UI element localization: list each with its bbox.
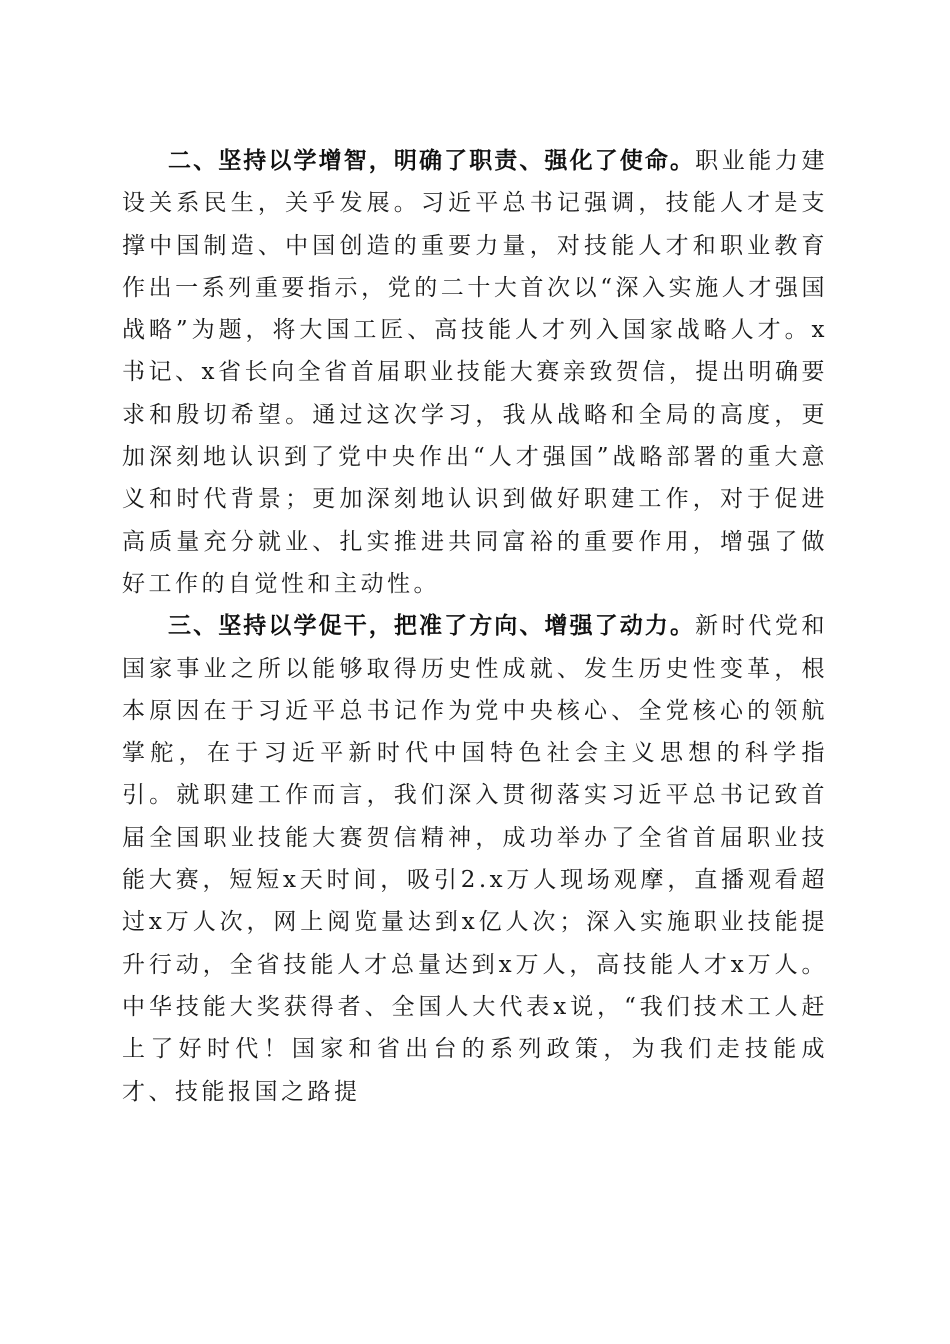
paragraph-heading: 三、坚持以学促干，把准了方向、增强了动力。 [168, 613, 696, 640]
paragraph-2 [122, 140, 828, 605]
paragraph-body: 职业能力建设关系民生，关乎发展。习近平总书记强调，技能人才是支撑中国制造、中国创造的重要力量，对技能人才和职业教育作出一系列重要指示，党的二十大首次以“深入实施人才强国战略”为题，将大国工匠、高技能人才列入国家战略人才。x书记、x省长向全省首届职业技能大赛亲致贺信，提出明确要求和殷切希望。通过这次学习，我从战略和全局的高度，更加深刻地认识到了党中央作出“人才强国”战略部署的重大意义和时代背景；更加深刻地认识到做好职建工作，对于促进高质量充分就业、扎实推进共同富裕的重要作用，增强了做好工作的自觉性和主动性。 [122, 148, 829, 597]
document-page [122, 140, 828, 1113]
paragraph-heading: 二、坚持以学增智，明确了职责、强化了使命。 [168, 148, 696, 174]
paragraph-3 [122, 605, 828, 1113]
paragraph-body: 新时代党和国家事业之所以能够取得历史性成就、发生历史性变革，根本原因在于习近平总书记作为党中央核心、全党核心的领航掌舵，在于习近平新时代中国特色社会主义思想的科学指引。就职建工作而言，我们深入贯彻落实习近平总书记致首届全国职业技能大赛贺信精神，成功举办了全省首届职业技能大赛，短短x天时间，吸引2.x万人现场观摩，直播观看超过x万人次，网上阅览量达到x亿人次；深入实施职业技能提升行动，全省技能人才总量达到x万人，高技能人才x万人。中华技能大奖获得者、全国人大代表x说，“我们技术工人赶上了好时代！国家和省出台的系列政策，为我们走技能成才、技能报国之路提 [122, 613, 829, 1105]
